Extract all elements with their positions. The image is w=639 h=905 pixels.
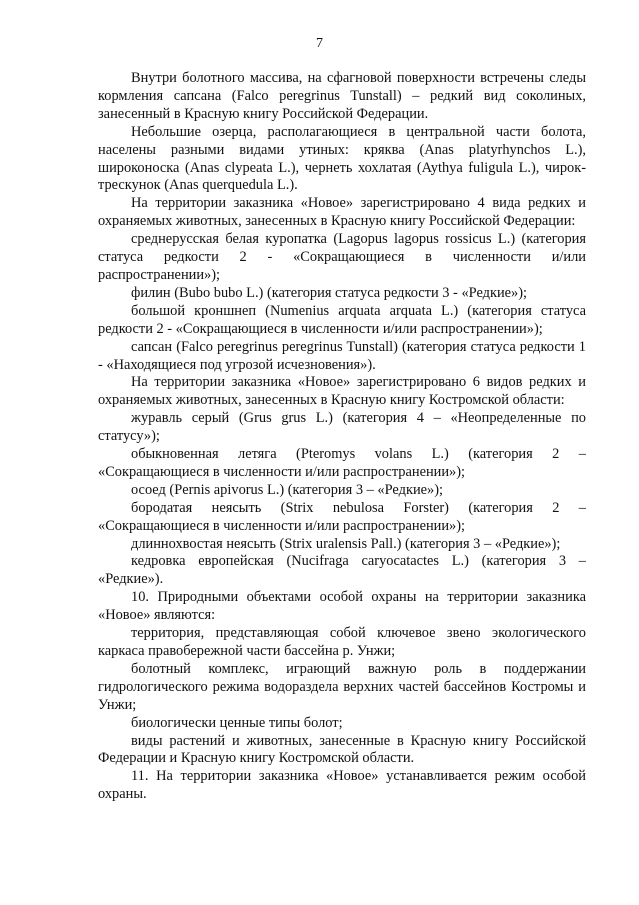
paragraph: болотный комплекс, играющий важную роль в поддержании гидрологического режима водораздела верхних частей бассейнов Костромы и Унжи; [98, 660, 586, 713]
paragraph: На территории заказника «Новое» зарегистрировано 6 видов редких и охраняемых животных, занесенных в Красную книгу Костромской области: [98, 374, 586, 409]
paragraph: 11. На территории заказника «Новое» устанавливается режим особой охраны. [98, 768, 586, 803]
document-body [98, 70, 586, 804]
page-number: 7 [316, 36, 323, 51]
paragraph: филин (Bubo bubo L.) (категория статуса редкости 3 - «Редкие»); [131, 284, 528, 301]
paragraph: среднерусская белая куропатка (Lagopus lagopus rossicus L.) (категория статуса редкости 2 - «Сокращающиеся в численности и/или распространении»); [98, 231, 586, 283]
paragraph: обыкновенная летяга (Pteromys volans L.) (категория 2 – «Сокращающиеся в численности и/или распространении»); [98, 446, 586, 480]
paragraph: сапсан (Falco peregrinus peregrinus Tunstall) (категория статуса редкости 1 - «Находящиеся под угрозой исчезновения»). [98, 338, 586, 373]
paragraph: бородатая неясыть (Strix nebulosa Forster) (категория 2 – «Сокращающиеся в численности и/или распространении»); [98, 499, 586, 534]
paragraph: большой кроншнеп (Numenius arquata arquata L.) (категория статуса редкости 2 - «Сокращающиеся в численности и/или распространении»); [98, 302, 586, 337]
paragraph: Небольшие озерца, располагающиеся в центральной части болота, населены разными видами утиных: кряква (Anas platyrhynchos L.), широконоска (Anas clypeata L.), чернеть хохлатая (Aythya fuligula L.), чирок-трескунок (Anas querquedula L.). [98, 123, 586, 194]
paragraph: биологически ценные типы болот; [131, 714, 343, 731]
paragraph: длиннохвостая неясыть (Strix uralensis Pall.) (категория 3 – «Редкие»); [131, 535, 561, 552]
paragraph: виды растений и животных, занесенные в Красную книгу Российской Федерации и Красную книгу Костромской области. [98, 732, 586, 767]
paragraph: Внутри болотного массива, на сфагновой поверхности встречены следы кормления сапсана (Falco peregrinus Tunstall) – редкий вид соколиных, занесенный в Красную книгу Российской Федерации. [98, 70, 586, 122]
paragraph: 10. Природными объектами особой охраны на территории заказника «Новое» являются: [98, 589, 586, 624]
paragraph: территория, представляющая собой ключевое звено экологического каркаса правобережной части бассейна р. Унжи; [98, 625, 586, 659]
paragraph: кедровка европейская (Nucifraga caryocatactes L.) (категория 3 – «Редкие»). [98, 553, 586, 588]
paragraph: журавль серый (Grus grus L.) (категория 4 – «Неопределенные по статусу»); [98, 410, 586, 445]
paragraph: осоед (Pernis apivorus L.) (категория 3 – «Редкие»); [131, 481, 444, 498]
paragraph: На территории заказника «Новое» зарегистрировано 4 вида редких и охраняемых животных, занесенных в Красную книгу Российской Федерации: [98, 195, 586, 230]
